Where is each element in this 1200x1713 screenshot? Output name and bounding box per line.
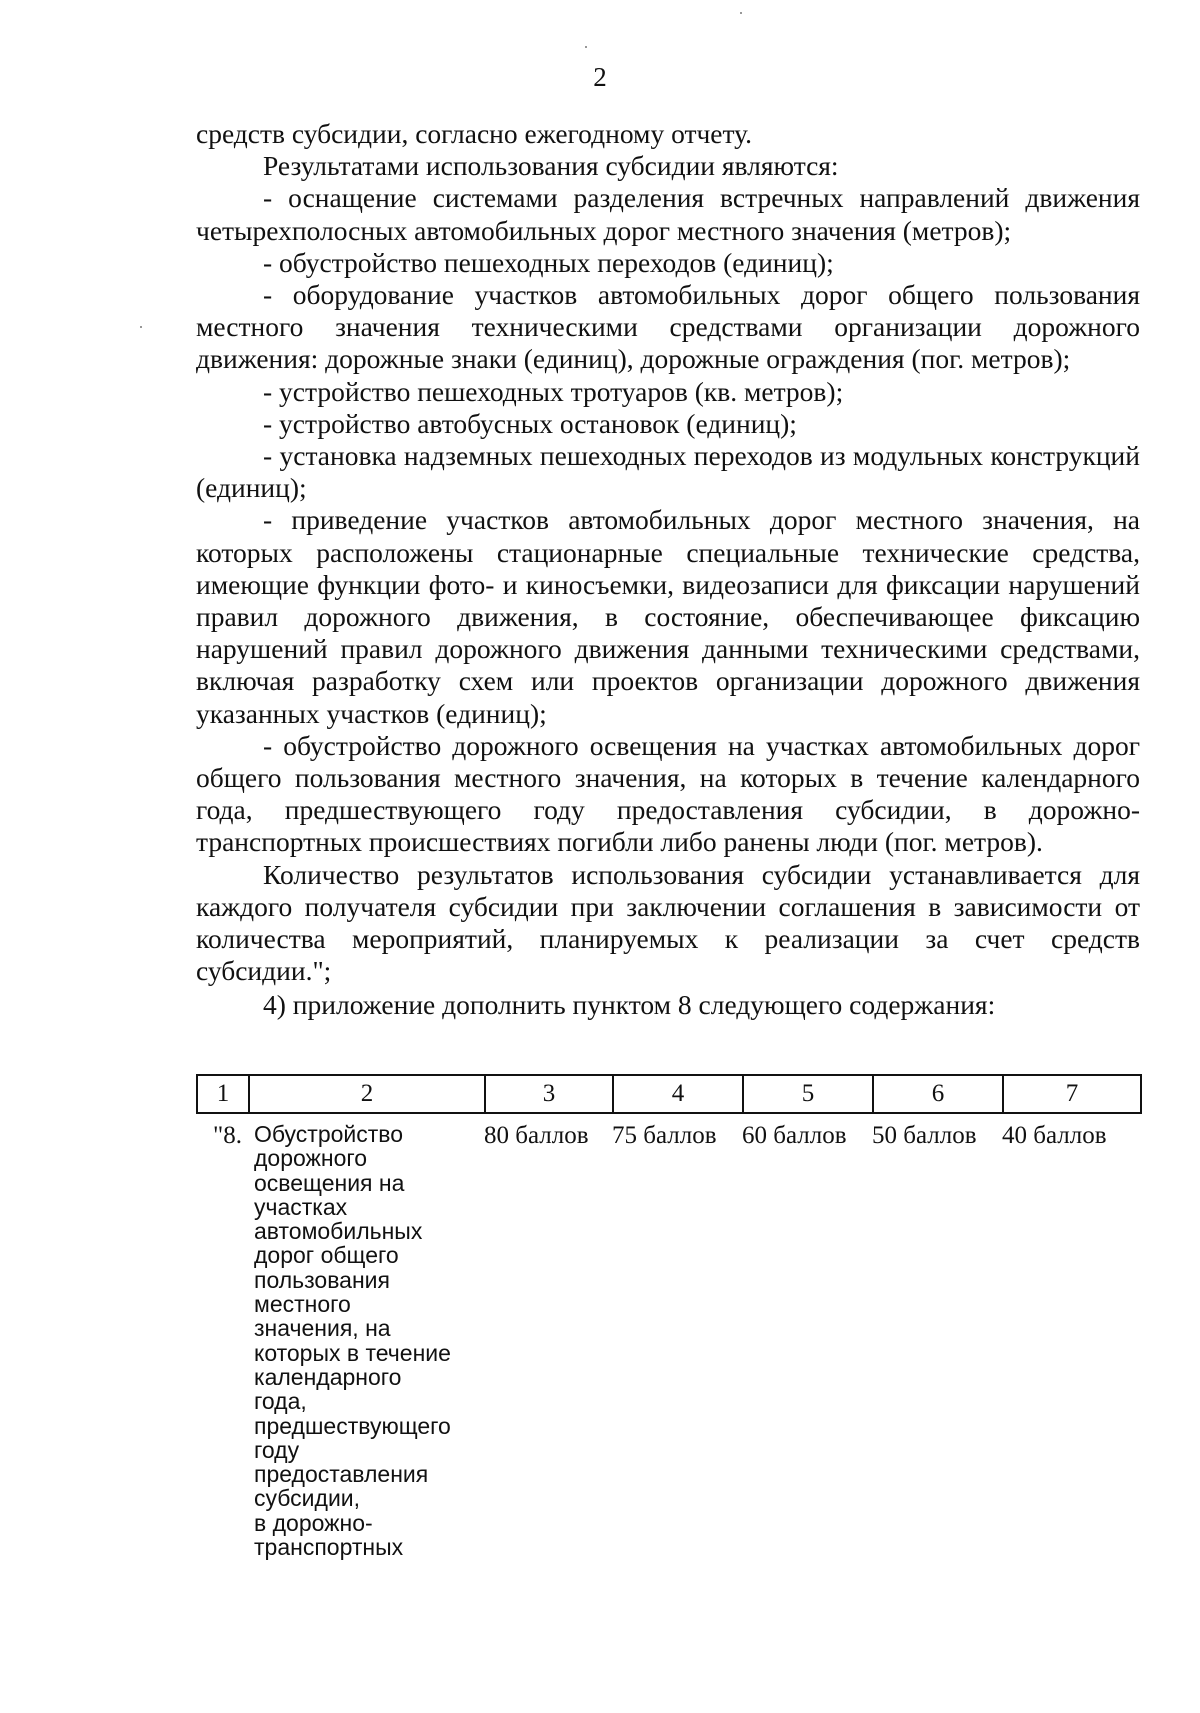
description-line: автомобильных	[254, 1218, 423, 1245]
description-line: дорог общего	[254, 1242, 399, 1269]
score-cell: 60 баллов	[742, 1122, 847, 1149]
description-line: транспортных	[254, 1534, 404, 1561]
row-description	[248, 1122, 484, 1559]
paragraph: 4) приложение дополнить пунктом 8 следующего содержания:	[263, 989, 996, 1021]
description-line: значения, на	[254, 1315, 391, 1342]
description-line: освещения на	[254, 1169, 405, 1196]
list-item: - обустройство дорожного освещения на участках автомобильных дорог общего пользования местного значения, на которых в течение календарного года, предшествующего году предоставления субсидии, в дорожно-транспортных происшествиях погибли либо ранены люди (пог. метров).	[196, 729, 1140, 858]
row-number: "8.	[213, 1122, 242, 1149]
description-line: предоставления	[254, 1461, 429, 1488]
description-line: календарного	[254, 1363, 402, 1390]
list-item: - оборудование участков автомобильных дорог общего пользования местного значения техническими средствами организации дорожного движения: дорожные знаки (единиц), дорожные ограждения (пог. метров);	[196, 279, 1140, 375]
description-line: субсидии,	[254, 1485, 361, 1512]
description-line: предшествующего	[254, 1412, 451, 1439]
list-item: - приведение участков автомобильных дорог местного значения, на которых расположены стационарные специальные технические средства, имеющие функции фото- и киносъемки, видеозаписи для фиксации нарушений правил дорожного движения, в состояние, обеспечивающее фиксацию нарушений правил дорожного движения данными техническими средствами, включая разработку схем или проектов организации дорожного движения указанных участков (единиц);	[196, 504, 1140, 729]
score-cell: 80 баллов	[484, 1122, 589, 1149]
description-line: участках	[254, 1193, 348, 1220]
description-line: местного	[254, 1291, 351, 1318]
list-item: - установка надземных пешеходных переходов из модульных конструкций (единиц);	[196, 440, 1140, 504]
appendix-table	[196, 1122, 1140, 1559]
paragraph: Количество результатов использования субсидии устанавливается для каждого получателя субсидии при заключении соглашения в зависимости от количества мероприятий, планируемых к реализации за счет средств субсидии.";	[196, 858, 1140, 987]
description-line: которых в течение	[254, 1339, 451, 1366]
scan-speck	[585, 46, 587, 48]
score-cell: 75 баллов	[612, 1122, 717, 1149]
table-header-row	[197, 1075, 1141, 1113]
column-number: 3	[485, 1075, 613, 1113]
description-line: Обустройство	[254, 1121, 404, 1147]
list-item: - устройство автобусных остановок (единиц);	[263, 407, 797, 439]
description-line: года,	[254, 1388, 307, 1415]
scan-speck	[740, 12, 742, 14]
column-number: 7	[1003, 1075, 1141, 1113]
column-number: 5	[743, 1075, 873, 1113]
list-item: - оснащение системами разделения встречных направлений движения четырехполосных автомобильных дорог местного значения (метров);	[196, 182, 1140, 246]
description-line: в дорожно-	[254, 1509, 373, 1536]
paragraph: Результатами использования субсидии являются:	[263, 150, 839, 182]
score-cell: 40 баллов	[1002, 1122, 1107, 1149]
list-item: - обустройство пешеходных переходов (единиц);	[263, 246, 834, 278]
document-body	[196, 118, 1140, 1022]
score-cell: 50 баллов	[872, 1122, 977, 1149]
column-number: 4	[613, 1075, 743, 1113]
description-line: дорожного	[254, 1145, 368, 1172]
list-item: - устройство пешеходных тротуаров (кв. метров);	[263, 375, 844, 407]
table-row	[196, 1122, 1140, 1559]
column-number: 1	[197, 1075, 249, 1113]
column-number: 6	[873, 1075, 1003, 1113]
column-number: 2	[249, 1075, 485, 1113]
scan-speck	[140, 326, 142, 328]
column-number-table	[196, 1074, 1142, 1114]
description-line: пользования	[254, 1266, 390, 1293]
page-number: 2	[593, 62, 607, 92]
description-line: году	[254, 1436, 300, 1463]
paragraph: средств субсидии, согласно ежегодному отчету.	[196, 118, 753, 149]
